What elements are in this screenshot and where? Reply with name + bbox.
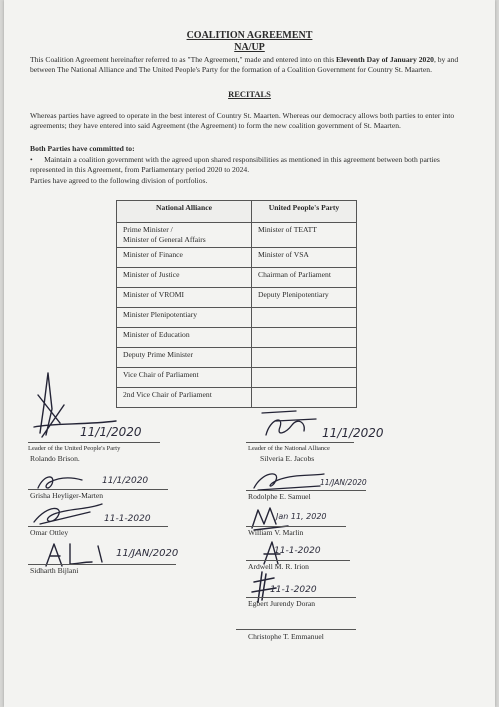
table-row: [117, 288, 357, 308]
committed-heading: Both Parties have committed to:: [30, 144, 135, 153]
signature-line: [246, 442, 354, 443]
name-egbert-doran: Egbert Jurendy Doran: [248, 599, 316, 608]
table-header-row: [117, 201, 357, 223]
role-na-leader: Leader of the National Alliance: [248, 445, 330, 452]
name-ardwell-irion: Ardwell M. R. Irion: [248, 562, 309, 571]
division-text: Parties have agreed to the following division of portfolios.: [30, 176, 208, 185]
signature-silveria-jacobs: [256, 405, 326, 446]
table-row: [117, 368, 357, 388]
date-brison: 11/1/2020: [80, 425, 142, 439]
signature-line: [28, 526, 168, 527]
table-row: [117, 268, 357, 288]
header-united-peoples-party: United People's Party: [252, 201, 357, 223]
name-omar-ottley: Omar Ottley: [30, 528, 69, 537]
name-silveria-jacobs: Silveria E. Jacobs: [260, 454, 315, 463]
table-row: [117, 248, 357, 268]
cell-national-alliance: 2nd Vice Chair of Parliament: [117, 388, 252, 408]
date-samuel: 11/JAN/2020: [320, 478, 367, 487]
table-row: [117, 328, 357, 348]
table-row: [117, 308, 357, 328]
header-national-alliance: National Alliance: [117, 201, 252, 223]
document-title: COALITION AGREEMENT: [186, 30, 313, 41]
cell-national-alliance: Prime Minister / Minister of General Affairs: [117, 223, 252, 248]
cell-national-alliance: Minister of Finance: [117, 248, 252, 268]
whereas-paragraph: Whereas parties have agreed to operate in the best interest of Country St. Maarten. Whereas our democracy allows both parties to enter into agreements; they have entered into said Agreement (the Agreement) to form the new coalition government of St. Maarten.: [30, 111, 455, 130]
cell-united-peoples-party: [252, 308, 357, 328]
bullet-item: • Maintain a coalition government with the agreed upon shared responsibilities as mentioned in this agreement between both parties represented in this Agreement, from Parliamentary period 2020 to 2024.: [30, 155, 440, 174]
name-rodolphe-samuel: Rodolphe E. Samuel: [248, 492, 311, 501]
date-grisha: 11/1/2020: [102, 476, 149, 486]
date-doran: 11-1-2020: [270, 585, 317, 595]
cell-united-peoples-party: [252, 348, 357, 368]
signature-line: [28, 489, 168, 490]
cell-united-peoples-party: [252, 368, 357, 388]
name-rolando-brison: Rolando Brison.: [30, 454, 80, 463]
table-row: [117, 348, 357, 368]
recitals-heading: RECITALS: [228, 89, 271, 99]
date-bijlani: 11/JAN/2020: [116, 548, 179, 559]
signature-line: [246, 597, 356, 598]
cell-national-alliance: Minister of VROMI: [117, 288, 252, 308]
signature-line: [246, 490, 366, 491]
name-william-marlin: William V. Marlin: [248, 528, 304, 537]
date-irion: 11-1-2020: [274, 546, 321, 556]
name-christophe-emmanuel: Christophe T. Emmanuel: [248, 632, 324, 641]
portfolio-table: [116, 200, 357, 408]
signature-line: [246, 526, 346, 527]
intro-paragraph: This Coalition Agreement hereinafter referred to as "The Agreement," made and entered into on this Eleventh Day of January 2020, by and between The National Alliance and The United People's Party for the formation of a Coalition Government for Country St. Maarten.: [30, 55, 459, 74]
date-marlin: Jan 11, 2020: [276, 512, 327, 521]
date-ottley: 11-1-2020: [104, 514, 151, 524]
document-subtitle: NA/UP: [234, 42, 265, 53]
date-jacobs: 11/1/2020: [322, 426, 384, 440]
cell-national-alliance: Minister of Justice: [117, 268, 252, 288]
name-sidharth-bijlani: Sidharth Bijlani: [30, 566, 79, 575]
name-grisha-heyliger-marten: Grisha Heyliger-Marten: [30, 491, 104, 500]
signature-line: [28, 442, 160, 443]
cell-national-alliance: Deputy Prime Minister: [117, 348, 252, 368]
cell-national-alliance: Vice Chair of Parliament: [117, 368, 252, 388]
signature-line: [236, 629, 356, 630]
signature-line: [28, 564, 176, 565]
bullet-icon: •: [30, 155, 45, 164]
cell-national-alliance: Minister Plenipotentiary: [117, 308, 252, 328]
cell-united-peoples-party: [252, 328, 357, 348]
cell-united-peoples-party: Minister of TEATT: [252, 223, 357, 248]
cell-united-peoples-party: Deputy Plenipotentiary: [252, 288, 357, 308]
cell-united-peoples-party: Minister of VSA: [252, 248, 357, 268]
signature-line: [246, 560, 350, 561]
table-row: [117, 223, 357, 248]
role-upp-leader: Leader of the United People's Party: [28, 445, 121, 452]
document-page: [4, 0, 495, 707]
cell-united-peoples-party: Chairman of Parliament: [252, 268, 357, 288]
cell-national-alliance: Minister of Education: [117, 328, 252, 348]
